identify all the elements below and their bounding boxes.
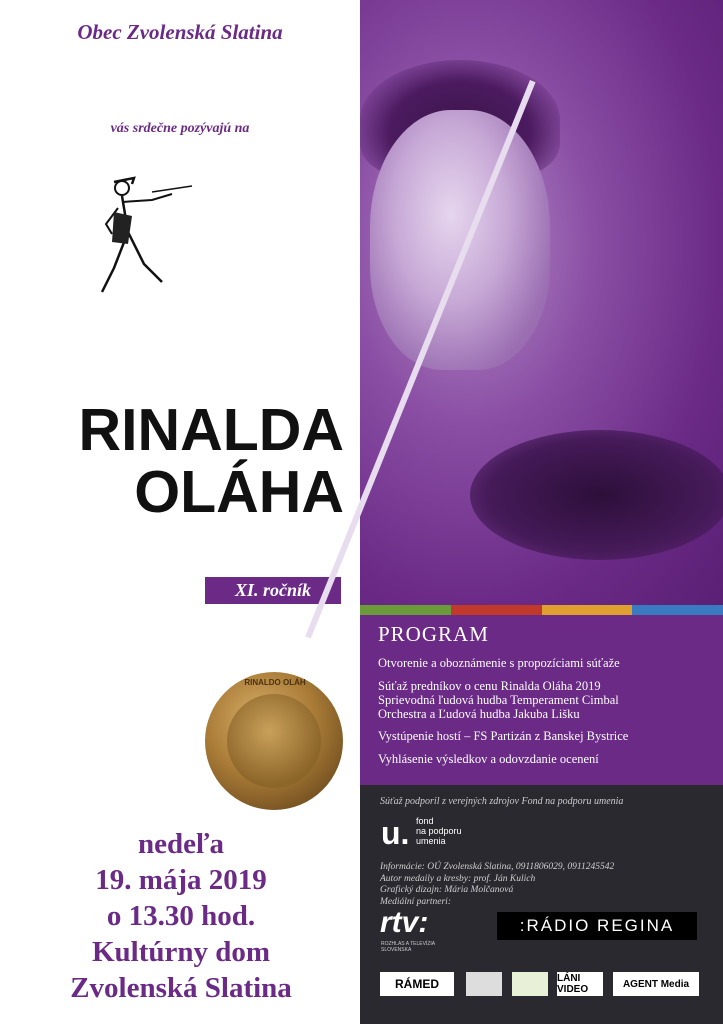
program-line: Vystúpenie hostí – FS Partizán z Banskej Bystrice [378,729,629,743]
rtv-subtitle [381,941,435,953]
credit-line: Informácie: OÚ Zvolenská Slatina, 0911806029, 0911245542 [380,862,615,872]
program-line: Otvorenie a oboznámenie s propozíciami súťaže [378,656,620,670]
event-place: Zvolenská Slatina [70,972,292,1004]
support-note: Súťaž podporil z verejných zdrojov Fond na podporu umenia [380,796,624,807]
name-last: OLÁHA [134,459,344,525]
credit-line: Grafický dizajn: Mária Molčanová [380,885,514,895]
sponsor-ramed-logo: RÁMED [380,972,454,996]
program-line: Orchestra a Ľudová hudba Jakuba Lišku [378,707,580,721]
radio-regina-logo: :RÁDIO REGINA [497,912,697,940]
program-item [378,752,599,766]
stripe [451,605,542,615]
fund-logo: u. [381,815,410,851]
event-date: 19. mája 2019 [95,864,267,896]
fund-line: umenia [416,836,446,846]
event-venue: Kultúrny dom [91,936,271,968]
medal-portrait [227,694,321,788]
stripe [542,605,633,615]
credit-line: Autor medaily a kresby: prof. Ján Kulich [380,873,536,884]
fund-line: fond [416,816,434,826]
program-line: Sprievodná ľudová hudba Temperament Cimbal [378,693,619,707]
fiddler-drawing [92,172,202,302]
event-time: o 13.30 hod. [106,900,256,932]
sponsor-mascot-logo [512,972,548,996]
violinist-photo [360,0,723,610]
sponsor-lani-video-logo: LÁNI VIDEO [557,972,603,996]
event-day: nedeľa [137,828,225,860]
program-title: PROGRAM [378,622,489,646]
edition-badge: XI. ročník [205,577,341,604]
medal-image [205,672,343,810]
photo-face [370,110,550,370]
name-first: RINALDA [78,397,344,463]
stripe [632,605,723,615]
fund-name [416,816,462,846]
rtv-sub-line: ROZHLAS A TELEVÍZIA [381,941,436,947]
stripe [360,605,451,615]
program-item [378,656,620,670]
sponsor-agent-media-logo: AGENT Media [613,972,699,996]
medal-inscription: RINALDO OLÁH [244,678,306,687]
photo-violin [470,430,723,560]
invitation: vás srdečne pozývajú na [110,121,250,136]
program-line: Súťaž predníkov o cenu Rinalda Oláha 2019 [378,679,601,693]
program-item [378,679,619,721]
program-line: Vyhlásenie výsledkov a odovzdanie ocenení [378,752,599,766]
program-item [378,729,628,743]
fund-line: na podporu [416,826,462,836]
rtv-sub-line: SLOVENSKA [381,947,412,953]
rtv-logo: rtv: [380,906,429,939]
credits [380,862,614,908]
credit-line: Mediální partneri: [380,896,451,907]
sponsor-ornament-logo [466,972,502,996]
color-stripes [360,605,723,615]
event-info [20,826,342,1006]
organizer: Obec Zvolenská Slatina [77,20,283,44]
